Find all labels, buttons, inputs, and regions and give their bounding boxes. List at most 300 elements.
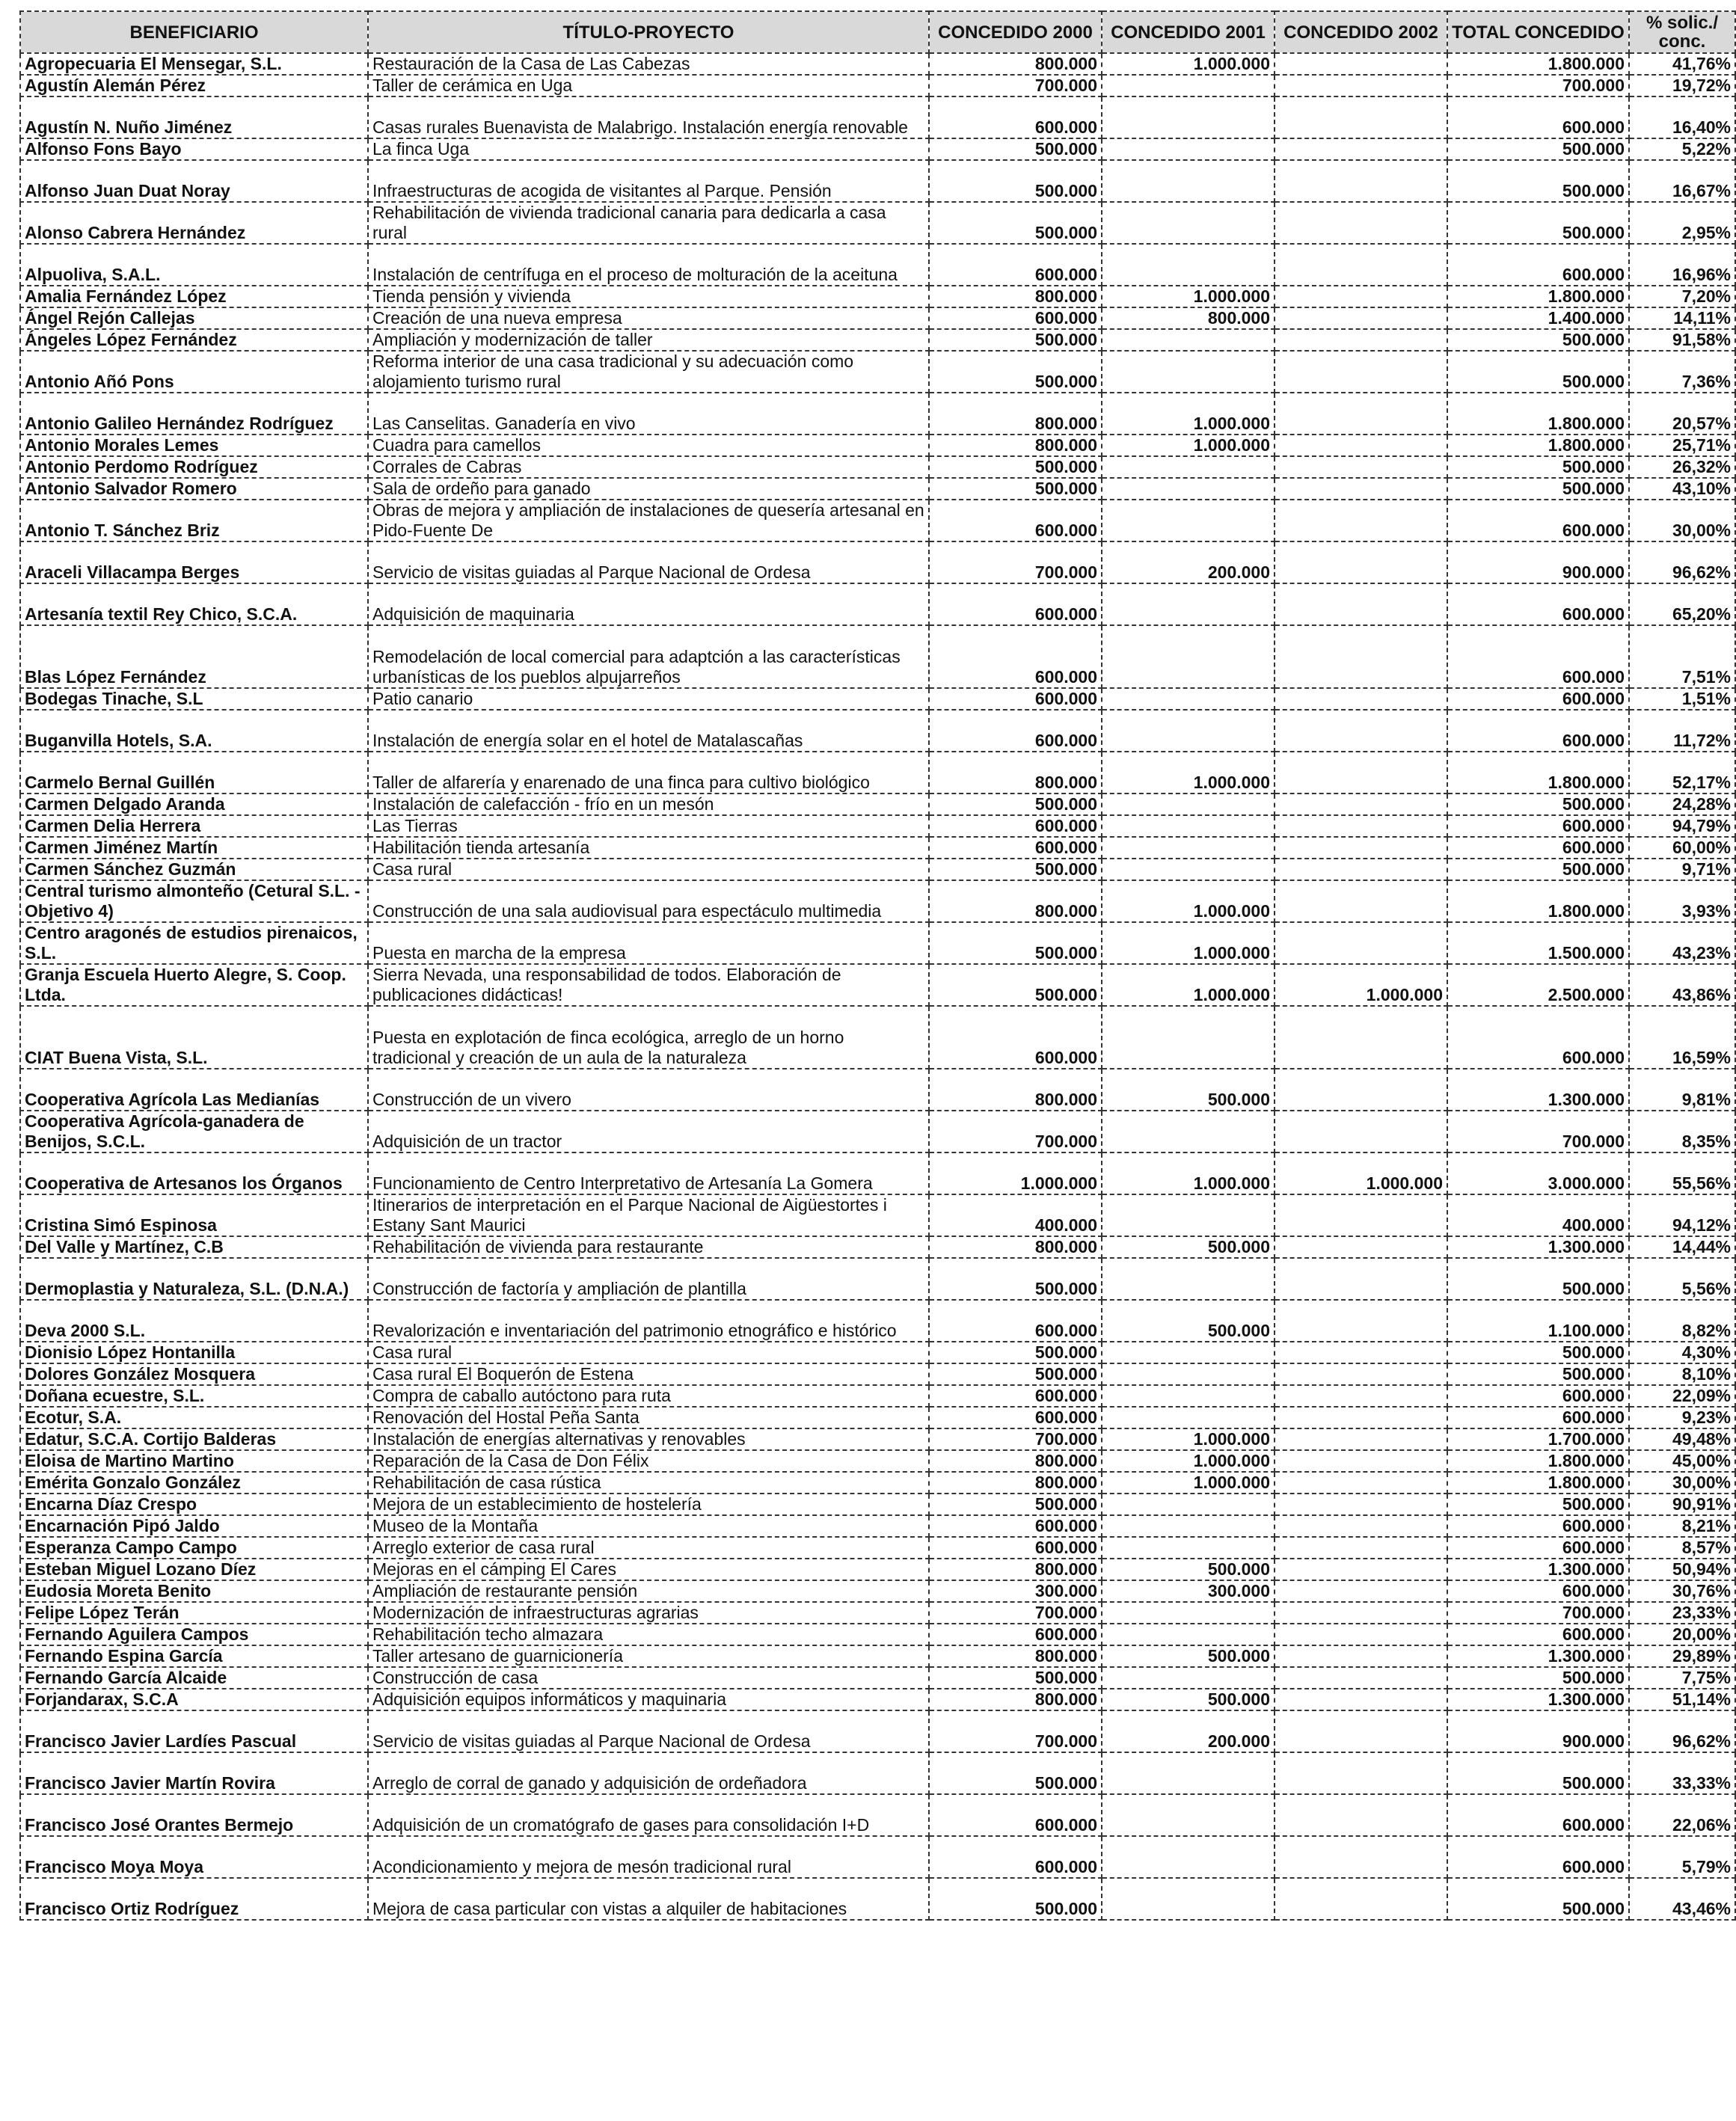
titulo-cell: Instalación de energía solar en el hotel de Matalascañas [368, 710, 929, 752]
table-row [20, 859, 1735, 880]
beneficiario-cell: Blas López Fernández [20, 625, 368, 688]
table-row [20, 1006, 1735, 1069]
concedido-2000-cell: 600.000 [929, 1006, 1102, 1069]
concedido-2002-cell [1275, 1472, 1447, 1494]
concedido-2002-cell [1275, 837, 1447, 859]
concedido-2001-cell: 1.000.000 [1102, 1428, 1275, 1450]
beneficiario-cell: Carmelo Bernal Guillén [20, 752, 368, 794]
concedido-2002-cell [1275, 329, 1447, 351]
total-concedido-cell: 1.800.000 [1447, 53, 1629, 75]
total-concedido-cell: 500.000 [1447, 1363, 1629, 1385]
titulo-cell: Adquisición equipos informáticos y maquinaria [368, 1689, 929, 1710]
table-row [20, 202, 1735, 244]
titulo-cell: Reparación de la Casa de Don Félix [368, 1450, 929, 1472]
concedido-2001-cell: 500.000 [1102, 1559, 1275, 1580]
beneficiario-cell: Fernando Espina García [20, 1645, 368, 1667]
percent-cell: 43,46% [1629, 1878, 1735, 1920]
concedido-2001-cell [1102, 837, 1275, 859]
concedido-2002-cell [1275, 1537, 1447, 1559]
concedido-2002-cell [1275, 1624, 1447, 1645]
percent-cell: 30,00% [1629, 500, 1735, 541]
table-row [20, 1559, 1735, 1580]
concedido-2000-cell: 500.000 [929, 351, 1102, 393]
concedido-2002-cell [1275, 752, 1447, 794]
beneficiario-cell: Carmen Delgado Aranda [20, 794, 368, 815]
titulo-cell: Museo de la Montaña [368, 1515, 929, 1537]
header-beneficiario: BENEFICIARIO [20, 11, 368, 53]
concedido-2001-cell [1102, 1602, 1275, 1624]
concedido-2002-cell [1275, 393, 1447, 435]
titulo-cell: Reforma interior de una casa tradicional y su adecuación como alojamiento turismo rural [368, 351, 929, 393]
beneficiario-cell: Antonio Perdomo Rodríguez [20, 456, 368, 478]
concedido-2002-cell [1275, 815, 1447, 837]
concedido-2001-cell: 1.000.000 [1102, 752, 1275, 794]
concedido-2000-cell: 500.000 [929, 1752, 1102, 1794]
concedido-2002-cell [1275, 625, 1447, 688]
concedido-2002-cell [1275, 307, 1447, 329]
concedido-2000-cell: 700.000 [929, 1428, 1102, 1450]
percent-cell: 90,91% [1629, 1494, 1735, 1515]
percent-cell: 33,33% [1629, 1752, 1735, 1794]
total-concedido-cell: 600.000 [1447, 500, 1629, 541]
concedido-2001-cell [1102, 625, 1275, 688]
concedido-2002-cell [1275, 1836, 1447, 1878]
percent-cell: 8,57% [1629, 1537, 1735, 1559]
beneficiario-cell: Eudosia Moreta Benito [20, 1580, 368, 1602]
concedido-2002-cell: 1.000.000 [1275, 1152, 1447, 1194]
concedido-2000-cell: 600.000 [929, 1836, 1102, 1878]
percent-cell: 22,06% [1629, 1794, 1735, 1836]
concedido-2002-cell [1275, 794, 1447, 815]
concedido-2002-cell [1275, 710, 1447, 752]
concedido-2001-cell [1102, 1836, 1275, 1878]
total-concedido-cell: 600.000 [1447, 688, 1629, 710]
concedido-2000-cell: 700.000 [929, 1710, 1102, 1752]
concedido-2001-cell [1102, 1258, 1275, 1300]
percent-cell: 49,48% [1629, 1428, 1735, 1450]
concedido-2001-cell: 500.000 [1102, 1069, 1275, 1111]
percent-cell: 50,94% [1629, 1559, 1735, 1580]
titulo-cell: Sala de ordeño para ganado [368, 478, 929, 500]
total-concedido-cell: 500.000 [1447, 859, 1629, 880]
titulo-cell: Ampliación y modernización de taller [368, 329, 929, 351]
total-concedido-cell: 600.000 [1447, 244, 1629, 286]
beneficiario-cell: Alfonso Juan Duat Noray [20, 160, 368, 202]
concedido-2001-cell [1102, 583, 1275, 625]
titulo-cell: La finca Uga [368, 138, 929, 160]
percent-cell: 5,79% [1629, 1836, 1735, 1878]
percent-cell: 96,62% [1629, 1710, 1735, 1752]
titulo-cell: Rehabilitación techo almazara [368, 1624, 929, 1645]
concedido-2002-cell [1275, 96, 1447, 138]
table-row [20, 625, 1735, 688]
concedido-2000-cell: 600.000 [929, 500, 1102, 541]
concedido-2001-cell [1102, 96, 1275, 138]
titulo-cell: Rehabilitación de vivienda para restaurante [368, 1236, 929, 1258]
table-row [20, 583, 1735, 625]
total-concedido-cell: 500.000 [1447, 478, 1629, 500]
header-concedido-2000: CONCEDIDO 2000 [929, 11, 1102, 53]
total-concedido-cell: 500.000 [1447, 1667, 1629, 1689]
titulo-cell: Creación de una nueva empresa [368, 307, 929, 329]
beneficiario-cell: Antonio Salvador Romero [20, 478, 368, 500]
titulo-cell: Remodelación de local comercial para adaptción a las características urbanísticas de los pueblos alpujarreños [368, 625, 929, 688]
beneficiario-cell: Dolores González Mosquera [20, 1363, 368, 1385]
beneficiario-cell: Esteban Miguel Lozano Díez [20, 1559, 368, 1580]
table-row [20, 351, 1735, 393]
beneficiario-cell: Agustín Alemán Pérez [20, 75, 368, 96]
total-concedido-cell: 1.300.000 [1447, 1689, 1629, 1710]
titulo-cell: Taller de cerámica en Uga [368, 75, 929, 96]
table-row [20, 1152, 1735, 1194]
concedido-2000-cell: 600.000 [929, 307, 1102, 329]
table-row [20, 710, 1735, 752]
concedido-2002-cell [1275, 1428, 1447, 1450]
table-row [20, 815, 1735, 837]
beneficiario-cell: Fernando Aguilera Campos [20, 1624, 368, 1645]
concedido-2000-cell: 600.000 [929, 837, 1102, 859]
concedido-2002-cell: 1.000.000 [1275, 964, 1447, 1006]
table-row [20, 1878, 1735, 1920]
total-concedido-cell: 600.000 [1447, 1794, 1629, 1836]
table-row [20, 244, 1735, 286]
table-row [20, 478, 1735, 500]
table-row [20, 393, 1735, 435]
percent-cell: 8,10% [1629, 1363, 1735, 1385]
concedido-2002-cell [1275, 1580, 1447, 1602]
total-concedido-cell: 700.000 [1447, 75, 1629, 96]
titulo-cell: Instalación de energías alternativas y renovables [368, 1428, 929, 1450]
table-row [20, 688, 1735, 710]
percent-cell: 30,00% [1629, 1472, 1735, 1494]
concedido-2000-cell: 500.000 [929, 478, 1102, 500]
concedido-2001-cell: 500.000 [1102, 1236, 1275, 1258]
table-row [20, 286, 1735, 307]
concedido-2000-cell: 500.000 [929, 922, 1102, 964]
concedido-2002-cell [1275, 500, 1447, 541]
beneficiario-cell: Alfonso Fons Bayo [20, 138, 368, 160]
concedido-2002-cell [1275, 1794, 1447, 1836]
titulo-cell: Taller de alfarería y enarenado de una finca para cultivo biológico [368, 752, 929, 794]
titulo-cell: Puesta en marcha de la empresa [368, 922, 929, 964]
concedido-2001-cell [1102, 1667, 1275, 1689]
concedido-2000-cell: 800.000 [929, 1645, 1102, 1667]
total-concedido-cell: 1.800.000 [1447, 435, 1629, 456]
total-concedido-cell: 900.000 [1447, 1710, 1629, 1752]
concedido-2002-cell [1275, 1450, 1447, 1472]
titulo-cell: Mejoras en el cámping El Cares [368, 1559, 929, 1580]
beneficiario-cell: Cooperativa de Artesanos los Órganos [20, 1152, 368, 1194]
concedido-2001-cell [1102, 160, 1275, 202]
concedido-2002-cell [1275, 1752, 1447, 1794]
concedido-2000-cell: 800.000 [929, 1450, 1102, 1472]
beneficiario-cell: Granja Escuela Huerto Alegre, S. Coop. Ltda. [20, 964, 368, 1006]
titulo-cell: Las Tierras [368, 815, 929, 837]
titulo-cell: Adquisición de un cromatógrafo de gases para consolidación I+D [368, 1794, 929, 1836]
titulo-cell: Rehabilitación de casa rústica [368, 1472, 929, 1494]
table-row [20, 138, 1735, 160]
titulo-cell: Servicio de visitas guiadas al Parque Nacional de Ordesa [368, 1710, 929, 1752]
beneficiario-cell: Antonio Añó Pons [20, 351, 368, 393]
total-concedido-cell: 500.000 [1447, 1752, 1629, 1794]
concedido-2000-cell: 600.000 [929, 1300, 1102, 1342]
beneficiario-cell: Ángel Rejón Callejas [20, 307, 368, 329]
table-row [20, 1689, 1735, 1710]
table-row [20, 500, 1735, 541]
percent-cell: 22,09% [1629, 1385, 1735, 1407]
percent-cell: 20,00% [1629, 1624, 1735, 1645]
table-row [20, 1472, 1735, 1494]
beneficiario-cell: Emérita Gonzalo González [20, 1472, 368, 1494]
beneficiario-cell: CIAT Buena Vista, S.L. [20, 1006, 368, 1069]
concedido-2000-cell: 600.000 [929, 583, 1102, 625]
total-concedido-cell: 500.000 [1447, 1878, 1629, 1920]
table-row [20, 1645, 1735, 1667]
concedido-2000-cell: 500.000 [929, 1667, 1102, 1689]
concedido-2002-cell [1275, 1385, 1447, 1407]
table-row [20, 456, 1735, 478]
concedido-2000-cell: 600.000 [929, 1407, 1102, 1428]
concedido-2001-cell [1102, 1794, 1275, 1836]
concedido-2002-cell [1275, 202, 1447, 244]
beneficiario-cell: Francisco Ortiz Rodríguez [20, 1878, 368, 1920]
concedido-2002-cell [1275, 1111, 1447, 1152]
beneficiario-cell: Felipe López Terán [20, 1602, 368, 1624]
percent-cell: 14,44% [1629, 1236, 1735, 1258]
table-row [20, 1494, 1735, 1515]
titulo-cell: Las Canselitas. Ganadería en vivo [368, 393, 929, 435]
total-concedido-cell: 600.000 [1447, 815, 1629, 837]
table-body [20, 53, 1735, 1920]
beneficiario-cell: Carmen Jiménez Martín [20, 837, 368, 859]
table-row [20, 96, 1735, 138]
concedido-2001-cell [1102, 329, 1275, 351]
concedido-2002-cell [1275, 1258, 1447, 1300]
total-concedido-cell: 600.000 [1447, 1537, 1629, 1559]
table-row [20, 1363, 1735, 1385]
total-concedido-cell: 500.000 [1447, 160, 1629, 202]
table-row [20, 1752, 1735, 1794]
total-concedido-cell: 500.000 [1447, 202, 1629, 244]
concedido-2000-cell: 500.000 [929, 1342, 1102, 1363]
table-row [20, 1300, 1735, 1342]
percent-cell: 25,71% [1629, 435, 1735, 456]
concedido-2000-cell: 500.000 [929, 138, 1102, 160]
beneficiario-cell: Alonso Cabrera Hernández [20, 202, 368, 244]
concedido-2001-cell [1102, 1111, 1275, 1152]
concedido-2001-cell [1102, 1363, 1275, 1385]
table-row [20, 880, 1735, 922]
percent-cell: 91,58% [1629, 329, 1735, 351]
header-percent-solicitado: % solic./ conc. [1629, 11, 1735, 53]
total-concedido-cell: 1.800.000 [1447, 393, 1629, 435]
beneficiario-cell: Dermoplastia y Naturaleza, S.L. (D.N.A.) [20, 1258, 368, 1300]
table-row [20, 1428, 1735, 1450]
concedido-2000-cell: 800.000 [929, 1689, 1102, 1710]
titulo-cell: Casa rural [368, 859, 929, 880]
concedido-2002-cell [1275, 53, 1447, 75]
beneficiario-cell: Amalia Fernández López [20, 286, 368, 307]
concedido-2001-cell: 1.000.000 [1102, 880, 1275, 922]
concedido-2001-cell [1102, 815, 1275, 837]
percent-cell: 19,72% [1629, 75, 1735, 96]
beneficiario-cell: Encarna Díaz Crespo [20, 1494, 368, 1515]
titulo-cell: Adquisición de un tractor [368, 1111, 929, 1152]
beneficiario-cell: Antonio Galileo Hernández Rodríguez [20, 393, 368, 435]
concedido-2001-cell [1102, 1515, 1275, 1537]
beneficiario-cell: Deva 2000 S.L. [20, 1300, 368, 1342]
table-row [20, 541, 1735, 583]
table-header [20, 11, 1735, 53]
concedido-2001-cell [1102, 710, 1275, 752]
titulo-cell: Construcción de factoría y ampliación de plantilla [368, 1258, 929, 1300]
table-row [20, 1342, 1735, 1363]
concedido-2000-cell: 700.000 [929, 541, 1102, 583]
percent-cell: 5,22% [1629, 138, 1735, 160]
percent-cell: 4,30% [1629, 1342, 1735, 1363]
concedido-2002-cell [1275, 1342, 1447, 1363]
concedido-2001-cell: 1.000.000 [1102, 922, 1275, 964]
concedido-2002-cell [1275, 1069, 1447, 1111]
concedido-2001-cell: 1.000.000 [1102, 1152, 1275, 1194]
concedido-2000-cell: 800.000 [929, 880, 1102, 922]
titulo-cell: Modernización de infraestructuras agrarias [368, 1602, 929, 1624]
titulo-cell: Taller artesano de guarnicionería [368, 1645, 929, 1667]
concedido-2000-cell: 600.000 [929, 1537, 1102, 1559]
percent-cell: 2,95% [1629, 202, 1735, 244]
total-concedido-cell: 1.300.000 [1447, 1236, 1629, 1258]
concedido-2000-cell: 500.000 [929, 859, 1102, 880]
total-concedido-cell: 600.000 [1447, 96, 1629, 138]
concedido-2002-cell [1275, 1300, 1447, 1342]
titulo-cell: Patio canario [368, 688, 929, 710]
titulo-cell: Revalorización e inventariación del patrimonio etnográfico e histórico [368, 1300, 929, 1342]
concedido-2002-cell [1275, 1407, 1447, 1428]
concedido-2001-cell [1102, 688, 1275, 710]
beneficiario-cell: Central turismo almonteño (Cetural S.L. - Objetivo 4) [20, 880, 368, 922]
table-row [20, 1836, 1735, 1878]
concedido-2000-cell: 800.000 [929, 435, 1102, 456]
titulo-cell: Obras de mejora y ampliación de instalaciones de quesería artesanal en Pido-Fuente De [368, 500, 929, 541]
beneficiario-cell: Alpuoliva, S.A.L. [20, 244, 368, 286]
total-concedido-cell: 500.000 [1447, 794, 1629, 815]
total-concedido-cell: 1.300.000 [1447, 1645, 1629, 1667]
header-row [20, 11, 1735, 53]
table-row [20, 435, 1735, 456]
percent-cell: 65,20% [1629, 583, 1735, 625]
table-row [20, 1580, 1735, 1602]
beneficiario-cell: Antonio T. Sánchez Briz [20, 500, 368, 541]
total-concedido-cell: 1.800.000 [1447, 752, 1629, 794]
concedido-2000-cell: 600.000 [929, 815, 1102, 837]
concedido-2002-cell [1275, 478, 1447, 500]
total-concedido-cell: 600.000 [1447, 837, 1629, 859]
concedido-2002-cell [1275, 859, 1447, 880]
table-row [20, 1407, 1735, 1428]
concedido-2000-cell: 500.000 [929, 202, 1102, 244]
total-concedido-cell: 1.700.000 [1447, 1428, 1629, 1450]
beneficiario-cell: Araceli Villacampa Berges [20, 541, 368, 583]
beneficiario-cell: Francisco Javier Lardíes Pascual [20, 1710, 368, 1752]
titulo-cell: Renovación del Hostal Peña Santa [368, 1407, 929, 1428]
concedido-2000-cell: 500.000 [929, 1258, 1102, 1300]
concedido-2001-cell: 1.000.000 [1102, 393, 1275, 435]
concedido-2001-cell [1102, 351, 1275, 393]
table-row [20, 1794, 1735, 1836]
concedido-2002-cell [1275, 456, 1447, 478]
table-row [20, 1069, 1735, 1111]
concedido-2000-cell: 600.000 [929, 1624, 1102, 1645]
concedido-2002-cell [1275, 880, 1447, 922]
concedido-2001-cell [1102, 794, 1275, 815]
concedido-2000-cell: 800.000 [929, 1236, 1102, 1258]
table-row [20, 794, 1735, 815]
concedido-2000-cell: 500.000 [929, 1878, 1102, 1920]
titulo-cell: Servicio de visitas guiadas al Parque Nacional de Ordesa [368, 541, 929, 583]
total-concedido-cell: 600.000 [1447, 1006, 1629, 1069]
total-concedido-cell: 500.000 [1447, 138, 1629, 160]
table-row [20, 964, 1735, 1006]
table-row [20, 1194, 1735, 1236]
concedido-2002-cell [1275, 351, 1447, 393]
percent-cell: 94,79% [1629, 815, 1735, 837]
titulo-cell: Construcción de un vivero [368, 1069, 929, 1111]
concedido-2001-cell [1102, 1194, 1275, 1236]
beneficiario-cell: Bodegas Tinache, S.L [20, 688, 368, 710]
percent-cell: 7,36% [1629, 351, 1735, 393]
concedido-2000-cell: 800.000 [929, 286, 1102, 307]
concedido-2001-cell [1102, 1752, 1275, 1794]
percent-cell: 96,62% [1629, 541, 1735, 583]
percent-cell: 55,56% [1629, 1152, 1735, 1194]
percent-cell: 26,32% [1629, 456, 1735, 478]
percent-cell: 8,82% [1629, 1300, 1735, 1342]
percent-cell: 16,40% [1629, 96, 1735, 138]
beneficiario-cell: Francisco Javier Martín Rovira [20, 1752, 368, 1794]
concedido-2001-cell [1102, 478, 1275, 500]
percent-cell: 29,89% [1629, 1645, 1735, 1667]
table-row [20, 1710, 1735, 1752]
percent-cell: 7,51% [1629, 625, 1735, 688]
concedido-2000-cell: 600.000 [929, 710, 1102, 752]
concedido-2001-cell [1102, 1385, 1275, 1407]
table-row [20, 1537, 1735, 1559]
concedido-2000-cell: 500.000 [929, 1363, 1102, 1385]
concedido-2000-cell: 400.000 [929, 1194, 1102, 1236]
titulo-cell: Adquisición de maquinaria [368, 583, 929, 625]
concedido-2000-cell: 500.000 [929, 160, 1102, 202]
percent-cell: 43,86% [1629, 964, 1735, 1006]
concedido-2000-cell: 700.000 [929, 1111, 1102, 1152]
total-concedido-cell: 600.000 [1447, 1836, 1629, 1878]
beneficiario-cell: Edatur, S.C.A. Cortijo Balderas [20, 1428, 368, 1450]
titulo-cell: Cuadra para camellos [368, 435, 929, 456]
percent-cell: 3,93% [1629, 880, 1735, 922]
beneficiario-cell: Doñana ecuestre, S.L. [20, 1385, 368, 1407]
total-concedido-cell: 600.000 [1447, 710, 1629, 752]
titulo-cell: Instalación de calefacción - frío en un mesón [368, 794, 929, 815]
concedido-2001-cell: 300.000 [1102, 1580, 1275, 1602]
concedido-2001-cell: 1.000.000 [1102, 964, 1275, 1006]
percent-cell: 7,20% [1629, 286, 1735, 307]
header-titulo-proyecto: TÍTULO-PROYECTO [368, 11, 929, 53]
beneficiario-cell: Buganvilla Hotels, S.A. [20, 710, 368, 752]
titulo-cell: Casa rural El Boquerón de Estena [368, 1363, 929, 1385]
total-concedido-cell: 600.000 [1447, 1624, 1629, 1645]
concedido-2002-cell [1275, 1645, 1447, 1667]
titulo-cell: Casa rural [368, 1342, 929, 1363]
percent-cell: 14,11% [1629, 307, 1735, 329]
